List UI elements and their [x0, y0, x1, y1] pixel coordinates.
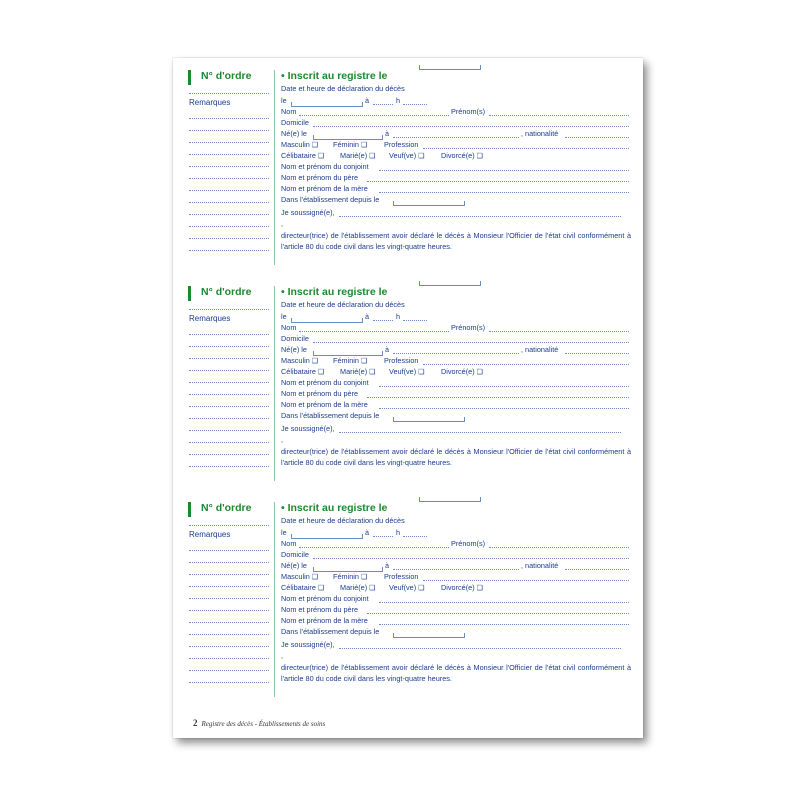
le-line — [281, 312, 631, 323]
celibataire-checkbox[interactable]: ❑ — [317, 585, 325, 592]
birth-place-field[interactable] — [393, 353, 519, 354]
feminin-checkbox[interactable]: ❑ — [360, 142, 368, 149]
remarks-line[interactable] — [189, 598, 269, 599]
nom-label: Nom — [281, 539, 297, 548]
comma: , — [281, 435, 284, 444]
remarks-line[interactable] — [189, 142, 269, 143]
conjoint-field[interactable] — [379, 602, 629, 603]
domicile-label: Domicile — [281, 118, 309, 127]
nationalite-label: , nationalité — [521, 561, 559, 570]
domicile-line — [281, 118, 631, 129]
comma-line — [281, 435, 631, 446]
domicile-label: Domicile — [281, 550, 309, 559]
masculin-label: Masculin — [281, 356, 310, 365]
feminin-group — [333, 356, 367, 365]
remarks-line[interactable] — [189, 634, 269, 635]
marie-label: Marié(e) — [340, 151, 368, 160]
nationalite-field[interactable] — [565, 569, 629, 570]
feminin-label: Féminin — [333, 356, 359, 365]
h-label: h — [396, 528, 401, 537]
veuf-label: Veuf(ve) — [389, 367, 417, 376]
minute-field[interactable] — [403, 104, 427, 105]
etablissement-label: Dans l'établissement depuis le — [281, 195, 380, 204]
divorce-group — [441, 151, 483, 160]
pere-line — [281, 605, 631, 616]
etablissement-label: Dans l'établissement depuis le — [281, 627, 380, 636]
divorce-checkbox[interactable]: ❑ — [476, 369, 483, 376]
conjoint-field[interactable] — [379, 386, 629, 387]
nom-label: Nom — [281, 323, 297, 332]
order-number-line[interactable] — [189, 525, 269, 526]
page-footer — [193, 718, 325, 728]
nationalite-label: , nationalité — [521, 345, 559, 354]
conjoint-line — [281, 378, 631, 389]
comma: , — [281, 651, 284, 660]
conjoint-line — [281, 162, 631, 173]
conjoint-label: Nom et prénom du conjoint — [281, 162, 369, 171]
remarks-line[interactable] — [189, 682, 269, 683]
mere-label: Nom et prénom de la mère — [281, 184, 368, 193]
page-number: 2 — [193, 718, 198, 728]
remarks-line[interactable] — [189, 118, 269, 119]
veuf-checkbox[interactable]: ❑ — [418, 369, 425, 376]
feminin-checkbox[interactable]: ❑ — [360, 358, 368, 365]
remarks-label: Remarques — [189, 314, 231, 323]
register-title-text: • Inscrit au registre le — [281, 286, 388, 298]
marie-group — [340, 583, 375, 592]
divorce-label: Divorcé(e) — [441, 151, 475, 160]
remarks-line[interactable] — [189, 610, 269, 611]
etablissement-line — [281, 411, 631, 422]
pere-field[interactable] — [367, 613, 629, 614]
nationalite-label: , nationalité — [521, 129, 559, 138]
situation-line — [281, 151, 631, 162]
register-date-field[interactable] — [419, 281, 481, 286]
remarks-line[interactable] — [189, 430, 269, 431]
domicile-field[interactable] — [313, 558, 629, 559]
celibataire-checkbox[interactable]: ❑ — [317, 369, 325, 376]
marie-group — [340, 151, 375, 160]
profession-label: Profession — [384, 140, 419, 149]
nom-line — [281, 323, 631, 334]
remarks-line[interactable] — [189, 190, 269, 191]
remarks-line[interactable] — [189, 622, 269, 623]
sexe-line — [281, 356, 631, 367]
remarks-line[interactable] — [189, 454, 269, 455]
register-title — [281, 70, 387, 82]
soussigne-label: Je soussigné(e), — [281, 640, 335, 649]
column-divider — [274, 502, 275, 697]
remarks-line[interactable] — [189, 250, 269, 251]
hour-field[interactable] — [373, 320, 393, 321]
prenom-label: Prénom(s) — [451, 539, 486, 548]
remarks-line[interactable] — [189, 466, 269, 467]
death-entry — [173, 490, 643, 700]
masculin-label: Masculin — [281, 140, 310, 149]
register-title-text: • Inscrit au registre le — [281, 70, 388, 82]
feminin-label: Féminin — [333, 140, 359, 149]
soussigne-line — [281, 424, 631, 435]
remarks-line[interactable] — [189, 562, 269, 563]
mere-label: Nom et prénom de la mère — [281, 400, 368, 409]
h-label: h — [396, 312, 401, 321]
remarks-line[interactable] — [189, 166, 269, 167]
remarks-line[interactable] — [189, 214, 269, 215]
remarks-line[interactable] — [189, 226, 269, 227]
divorce-checkbox[interactable]: ❑ — [476, 153, 483, 160]
feminin-label: Féminin — [333, 572, 359, 581]
pere-label: Nom et prénom du père — [281, 173, 359, 182]
remarks-line[interactable] — [189, 394, 269, 395]
pere-field[interactable] — [367, 181, 629, 182]
etablissement-line — [281, 195, 631, 206]
green-marker-bar — [188, 70, 191, 85]
a-label: à — [385, 561, 390, 570]
conjoint-line — [281, 594, 631, 605]
h-label: h — [396, 96, 401, 105]
register-date-field[interactable] — [419, 65, 481, 70]
a-label: à — [365, 528, 370, 537]
veuf-group — [389, 151, 424, 160]
prenom-field[interactable] — [489, 331, 629, 332]
remarks-label: Remarques — [189, 530, 231, 539]
pere-field[interactable] — [367, 397, 629, 398]
a-label: à — [385, 129, 390, 138]
feminin-group — [333, 140, 367, 149]
naissance-line — [281, 345, 631, 356]
marie-label: Marié(e) — [340, 583, 368, 592]
veuf-group — [389, 367, 424, 376]
celibataire-label: Célibataire — [281, 151, 316, 160]
domicile-field[interactable] — [313, 126, 629, 127]
soussigne-line — [281, 640, 631, 651]
remarks-line[interactable] — [189, 442, 269, 443]
veuf-checkbox[interactable]: ❑ — [418, 153, 425, 160]
declaration-date-line — [281, 84, 631, 95]
marie-checkbox[interactable]: ❑ — [369, 585, 376, 592]
order-number-label: N° d'ordre — [201, 502, 252, 514]
soussigne-field[interactable] — [339, 432, 621, 433]
marie-checkbox[interactable]: ❑ — [369, 153, 376, 160]
marie-label: Marié(e) — [340, 367, 368, 376]
a-label: à — [385, 345, 390, 354]
sexe-line — [281, 140, 631, 151]
death-entry — [173, 58, 643, 268]
order-number-label: N° d'ordre — [201, 70, 252, 82]
veuf-group — [389, 583, 424, 592]
remarks-line[interactable] — [189, 334, 269, 335]
death-entry — [173, 274, 643, 484]
remarks-line[interactable] — [189, 586, 269, 587]
marie-checkbox[interactable]: ❑ — [369, 369, 376, 376]
minute-field[interactable] — [403, 536, 427, 537]
remarks-line[interactable] — [189, 574, 269, 575]
remarks-line[interactable] — [189, 130, 269, 131]
prenom-field[interactable] — [489, 547, 629, 548]
le-line — [281, 96, 631, 107]
prenom-label: Prénom(s) — [451, 107, 486, 116]
comma-line — [281, 219, 631, 230]
nom-field[interactable] — [299, 547, 449, 548]
remarks-line[interactable] — [189, 238, 269, 239]
birth-place-field[interactable] — [393, 137, 519, 138]
declaration-date-label: Date et heure de déclaration du décès — [281, 84, 405, 93]
profession-field[interactable] — [423, 580, 629, 581]
mere-field[interactable] — [379, 408, 629, 409]
sexe-line — [281, 572, 631, 583]
minute-field[interactable] — [403, 320, 427, 321]
mere-field[interactable] — [379, 624, 629, 625]
remarks-line[interactable] — [189, 670, 269, 671]
footer-title: Registre des décès - Établissements de soins — [201, 720, 326, 728]
mere-label: Nom et prénom de la mère — [281, 616, 368, 625]
mere-line — [281, 400, 631, 411]
domicile-field[interactable] — [313, 342, 629, 343]
remarks-line[interactable] — [189, 382, 269, 383]
remarks-line[interactable] — [189, 154, 269, 155]
mere-line — [281, 616, 631, 627]
soussigne-label: Je soussigné(e), — [281, 424, 335, 433]
remarks-line[interactable] — [189, 370, 269, 371]
etablissement-date-field[interactable] — [393, 201, 465, 206]
veuf-checkbox[interactable]: ❑ — [418, 585, 425, 592]
register-title — [281, 286, 387, 298]
marie-group — [340, 367, 375, 376]
green-marker-bar — [188, 286, 191, 301]
veuf-label: Veuf(ve) — [389, 583, 417, 592]
soussigne-field[interactable] — [339, 216, 621, 217]
comma: , — [281, 219, 284, 228]
comma-line — [281, 651, 631, 662]
a-label: à — [365, 96, 370, 105]
le-label: le — [281, 528, 287, 537]
register-title — [281, 502, 387, 514]
ne-label: Né(e) le — [281, 561, 307, 570]
hour-field[interactable] — [373, 104, 393, 105]
order-number-line[interactable] — [189, 309, 269, 310]
ne-label: Né(e) le — [281, 345, 307, 354]
remarks-line[interactable] — [189, 358, 269, 359]
remarks-line[interactable] — [189, 346, 269, 347]
profession-field[interactable] — [423, 148, 629, 149]
prenom-field[interactable] — [489, 115, 629, 116]
divorce-checkbox[interactable]: ❑ — [476, 585, 483, 592]
domicile-label: Domicile — [281, 334, 309, 343]
declaration-date-label: Date et heure de déclaration du décès — [281, 300, 405, 309]
le-label: le — [281, 312, 287, 321]
declaration-date-line — [281, 300, 631, 311]
divorce-group — [441, 583, 483, 592]
feminin-checkbox[interactable]: ❑ — [360, 574, 368, 581]
veuf-label: Veuf(ve) — [389, 151, 417, 160]
le-line — [281, 528, 631, 539]
divorce-label: Divorcé(e) — [441, 367, 475, 376]
masculin-label: Masculin — [281, 572, 310, 581]
register-date-field[interactable] — [419, 497, 481, 502]
remarks-line[interactable] — [189, 646, 269, 647]
nom-field[interactable] — [299, 115, 449, 116]
remarks-line[interactable] — [189, 418, 269, 419]
pere-label: Nom et prénom du père — [281, 605, 359, 614]
divorce-label: Divorcé(e) — [441, 583, 475, 592]
nom-label: Nom — [281, 107, 297, 116]
profession-label: Profession — [384, 356, 419, 365]
declaration-paragraph: directeur(trice) de l'établissement avoir déclaré le décès à Monsieur l'Officier de l'état civil conformément à l'article 80 du code civil dans les vingt-quatre heures. — [281, 663, 631, 683]
mere-line — [281, 184, 631, 195]
hour-field[interactable] — [373, 536, 393, 537]
register-title-text: • Inscrit au registre le — [281, 502, 388, 514]
soussigne-field[interactable] — [339, 648, 621, 649]
divorce-group — [441, 367, 483, 376]
naissance-line — [281, 561, 631, 572]
etablissement-label: Dans l'établissement depuis le — [281, 411, 380, 420]
soussigne-line — [281, 208, 631, 219]
le-label: le — [281, 96, 287, 105]
a-label: à — [365, 312, 370, 321]
remarks-line[interactable] — [189, 178, 269, 179]
masculin-checkbox[interactable]: ❑ — [311, 142, 319, 149]
pere-line — [281, 173, 631, 184]
conjoint-field[interactable] — [379, 170, 629, 171]
order-number-label: N° d'ordre — [201, 286, 252, 298]
celibataire-checkbox[interactable]: ❑ — [317, 153, 325, 160]
mere-field[interactable] — [379, 192, 629, 193]
profession-field[interactable] — [423, 364, 629, 365]
remarks-line[interactable] — [189, 202, 269, 203]
order-number-line[interactable] — [189, 93, 269, 94]
birth-place-field[interactable] — [393, 569, 519, 570]
celibataire-label: Célibataire — [281, 367, 316, 376]
nom-field[interactable] — [299, 331, 449, 332]
ne-label: Né(e) le — [281, 129, 307, 138]
pere-label: Nom et prénom du père — [281, 389, 359, 398]
etablissement-line — [281, 627, 631, 638]
nationalite-field[interactable] — [565, 137, 629, 138]
celibataire-label: Célibataire — [281, 583, 316, 592]
situation-line — [281, 367, 631, 378]
nom-line — [281, 539, 631, 550]
etablissement-date-field[interactable] — [393, 633, 465, 638]
domicile-line — [281, 550, 631, 561]
green-marker-bar — [188, 502, 191, 517]
soussigne-label: Je soussigné(e), — [281, 208, 335, 217]
prenom-label: Prénom(s) — [451, 323, 486, 332]
nom-line — [281, 107, 631, 118]
pere-line — [281, 389, 631, 400]
register-page — [173, 58, 643, 738]
conjoint-label: Nom et prénom du conjoint — [281, 378, 369, 387]
situation-line — [281, 583, 631, 594]
column-divider — [274, 70, 275, 265]
etablissement-date-field[interactable] — [393, 417, 465, 422]
naissance-line — [281, 129, 631, 140]
remarks-line[interactable] — [189, 550, 269, 551]
nationalite-field[interactable] — [565, 353, 629, 354]
column-divider — [274, 286, 275, 481]
domicile-line — [281, 334, 631, 345]
declaration-paragraph: directeur(trice) de l'établissement avoir déclaré le décès à Monsieur l'Officier de l'état civil conformément à l'article 80 du code civil dans les vingt-quatre heures. — [281, 231, 631, 251]
declaration-date-label: Date et heure de déclaration du décès — [281, 516, 405, 525]
feminin-group — [333, 572, 367, 581]
remarks-line[interactable] — [189, 658, 269, 659]
remarks-line[interactable] — [189, 406, 269, 407]
masculin-checkbox[interactable]: ❑ — [311, 358, 319, 365]
remarks-label: Remarques — [189, 98, 231, 107]
conjoint-label: Nom et prénom du conjoint — [281, 594, 369, 603]
declaration-paragraph: directeur(trice) de l'établissement avoir déclaré le décès à Monsieur l'Officier de l'état civil conformément à l'article 80 du code civil dans les vingt-quatre heures. — [281, 447, 631, 467]
declaration-date-line — [281, 516, 631, 527]
masculin-checkbox[interactable]: ❑ — [311, 574, 319, 581]
profession-label: Profession — [384, 572, 419, 581]
